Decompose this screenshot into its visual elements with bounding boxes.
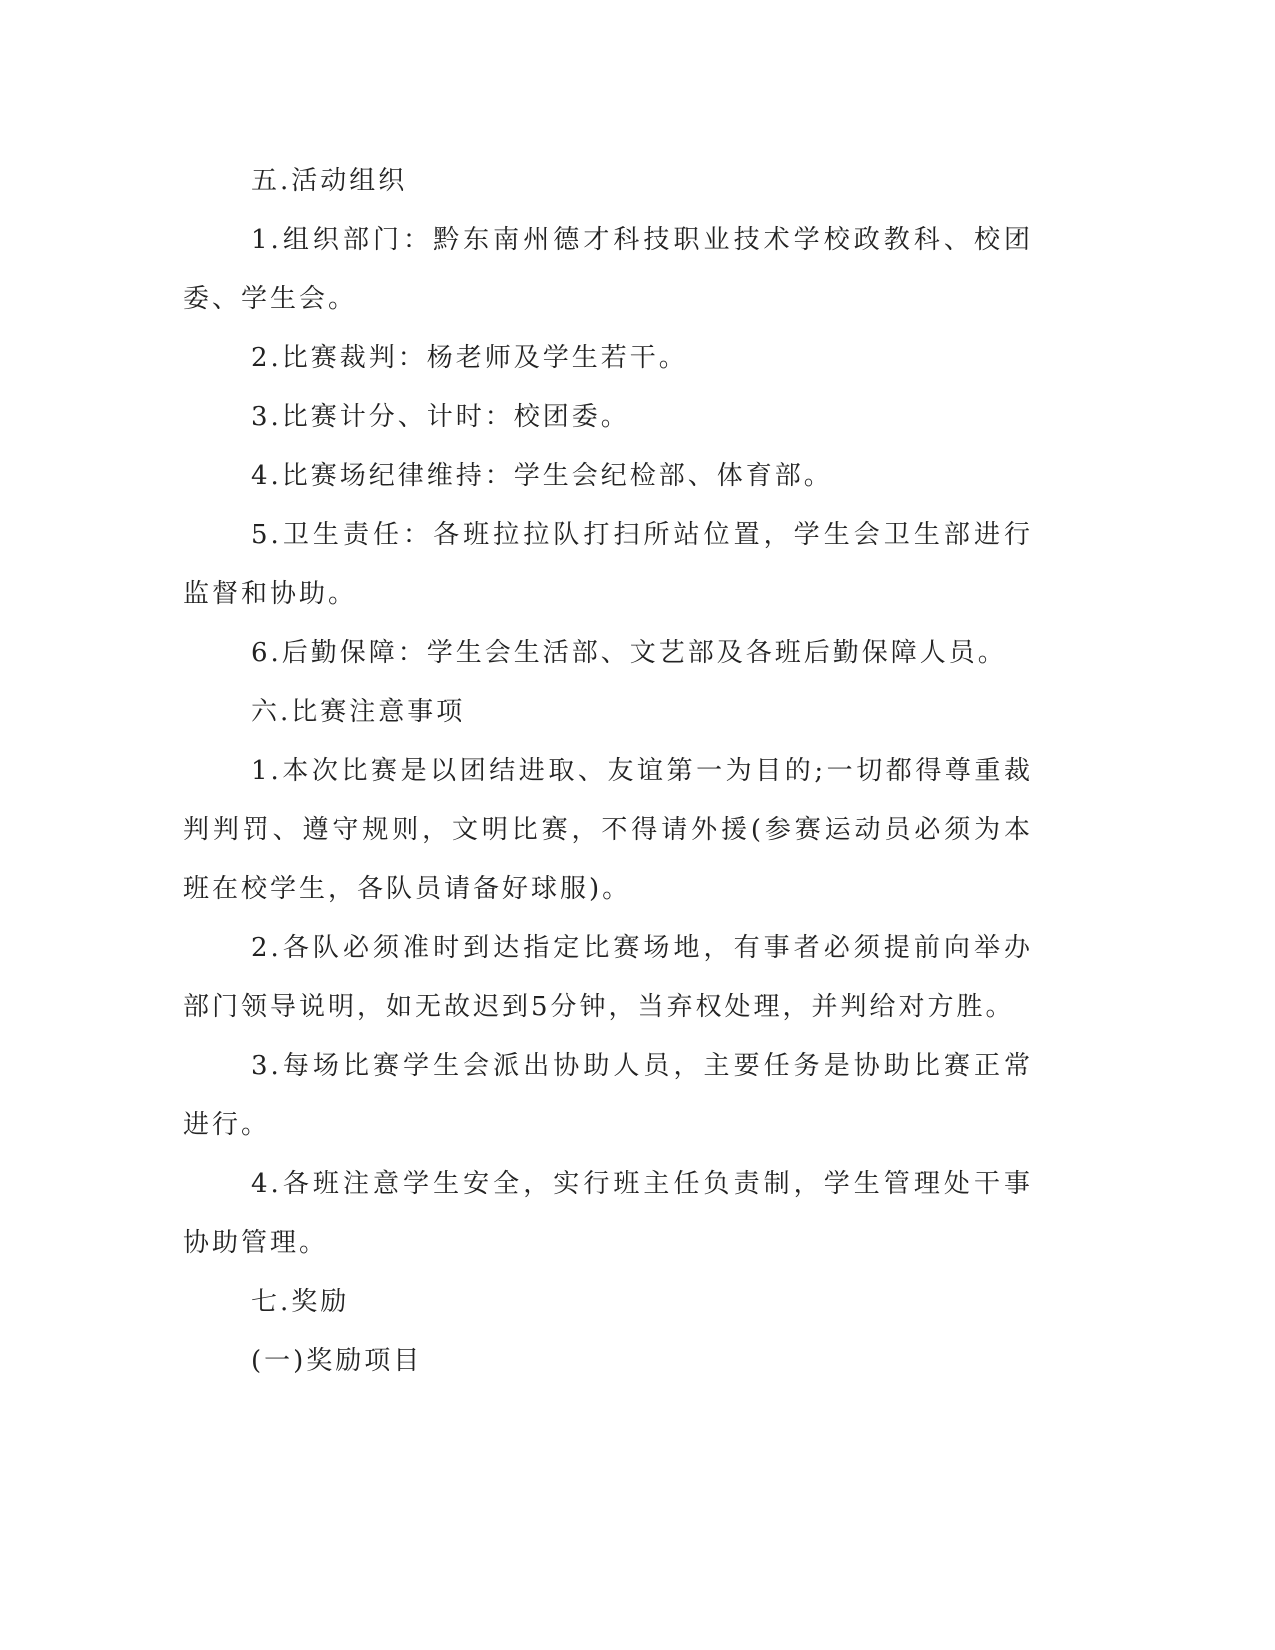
paragraph-hygiene: 5.卫生责任：各班拉拉队打扫所站位置，学生会卫生部进行监督和协助。 [183,520,1033,609]
paragraph-note-2: 2.各队必须准时到达指定比赛场地，有事者必须提前向举办部门领导说明，如无故迟到5分钟，当弃权处理，并判给对方胜。 [183,933,1033,1022]
section-heading-activity-organization: 五.活动组织 [251,166,408,196]
section-heading-notes: 六.比赛注意事项 [251,697,466,727]
paragraph-scoring-timing: 3.比赛计分、计时：校团委。 [251,402,630,432]
paragraph-note-3: 3.每场比赛学生会派出协助人员，主要任务是协助比赛正常进行。 [183,1051,1033,1140]
paragraph-note-1: 1.本次比赛是以团结进取、友谊第一为目的;一切都得尊重裁判判罚、遵守规则，文明比赛，不得请外援(参赛运动员必须为本班在校学生，各队员请备好球服)。 [183,756,1033,904]
subheading-award-items: (一)奖励项目 [251,1346,423,1376]
paragraph-referees: 2.比赛裁判：杨老师及学生若干。 [251,343,688,373]
paragraph-organizing-department: 1.组织部门：黔东南州德才科技职业技术学校政教科、校团委、学生会。 [183,225,1033,314]
document-body [183,152,1033,1391]
paragraph-logistics: 6.后勤保障：学生会生活部、文艺部及各班后勤保障人员。 [251,638,1007,668]
paragraph-note-4: 4.各班注意学生安全，实行班主任负责制，学生管理处干事协助管理。 [183,1169,1033,1258]
section-heading-awards: 七.奖励 [251,1287,350,1317]
paragraph-discipline: 4.比赛场纪律维持：学生会纪检部、体育部。 [251,461,833,491]
